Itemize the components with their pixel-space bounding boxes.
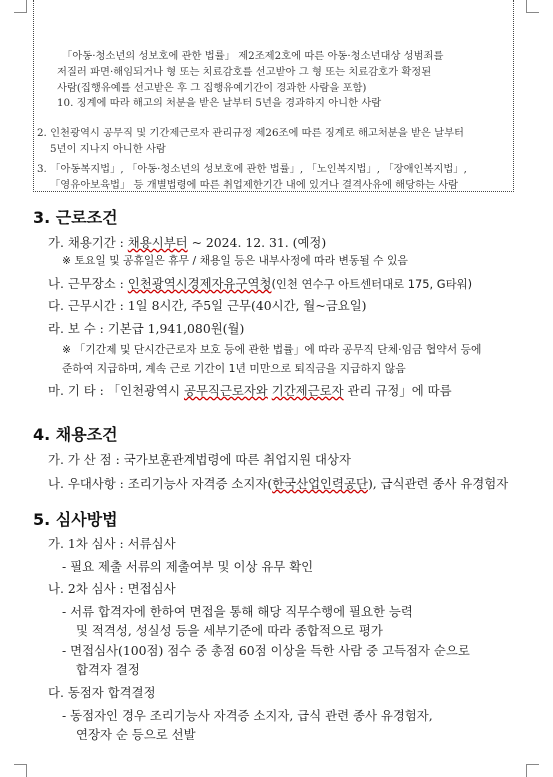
tie-decision-label: 다. 동점자 합격결정 xyxy=(48,685,156,700)
period-row xyxy=(48,233,326,251)
qual-line: 2. 인천광역시 공무직 및 기간제근로자 관리규정 제26조에 따른 징계로 해고처분을 받은 날부터 xyxy=(37,127,464,139)
qual-line: 저질러 파면·해임되거나 형 또는 치료감호를 선고받아 그 형 또는 치료감호가 확정된 xyxy=(57,66,432,78)
etc-value-u1: 공무직근로자와 xyxy=(183,383,268,398)
crop-mark-top-left xyxy=(14,0,27,13)
pay-label: 라. 보 수 : xyxy=(48,321,104,336)
etc-value-rest: 관리 규정」에 따름 xyxy=(343,383,452,398)
hours-label: 다. 근무시간 : xyxy=(48,298,124,313)
etc-row xyxy=(48,381,452,399)
period-note: ※ 토요일 및 공휴일은 휴무 / 채용일 등은 내부사정에 따라 변동될 수 있음 xyxy=(62,254,408,267)
preference-value-rest: ), 급식관련 종사 유경험자 xyxy=(367,476,509,491)
second-screening-item-2: - 면접심사(100점) 점수 중 총점 60점 이상을 득한 사람 중 고득점자 순으로 xyxy=(62,643,470,658)
crop-mark-top-right xyxy=(526,0,539,13)
tie-decision-item: - 동점자인 경우 조리기능사 자격증 소지자, 급식 관련 종사 유경험자, xyxy=(62,708,433,723)
section-title-hiring-conditions: 4. 채용조건 xyxy=(33,425,118,444)
second-screening-value: 면접심사 xyxy=(127,581,176,596)
first-screening-value: 서류심사 xyxy=(127,536,176,551)
qual-line: 5년이 지나지 아니한 사람 xyxy=(50,143,166,155)
etc-value-u2: 기간제근로자 xyxy=(271,383,344,398)
crop-mark-bottom-left xyxy=(14,764,27,777)
second-screening-item-1: - 서류 합격자에 한하여 면접을 통해 해당 직무수행에 필요한 능력 xyxy=(62,604,413,619)
period-value-end: ~ 2024. 12. 31. (예정) xyxy=(187,235,327,250)
first-screening-row xyxy=(48,534,176,552)
pay-note-line-1: ※ 「기간제 및 단시간근로자 보호 등에 관한 법률」에 따라 공무직 단체·임금 협약서 등에 xyxy=(62,343,482,356)
bonus-value: 국가보훈관계법령에 따른 취업지원 대상자 xyxy=(123,452,351,467)
preference-value-pre: 조리기능사 자격증 소지자( xyxy=(127,476,273,491)
hours-row xyxy=(48,296,367,314)
tie-decision-row xyxy=(48,683,156,701)
preference-value-org: 한국산업인력공단 xyxy=(272,476,368,491)
qual-line: 「영유아보육법」 등 개별법령에 따른 취업제한기간 내에 있거나 결격사유에 해당하는 사람 xyxy=(50,179,459,191)
pay-note-line-2: 준하여 지급하며, 계속 근로 기간이 1년 미만으로 퇴직금을 지급하지 않음 xyxy=(62,362,406,375)
etc-label: 마. 기 타 : xyxy=(48,383,104,398)
place-value-main: 인천광역시경제자유구역청 xyxy=(127,276,272,291)
section-title-working-conditions: 3. 근로조건 xyxy=(33,208,118,227)
preference-label: 나. 우대사항 : xyxy=(48,476,124,491)
period-value-start: 채용시부터 xyxy=(127,235,188,250)
second-screening-label: 나. 2차 심사 : xyxy=(48,581,124,596)
tie-decision-item-cont: 연장자 순 등으로 선발 xyxy=(76,727,196,742)
pay-value: 기본급 1,941,080원(월) xyxy=(107,321,245,336)
crop-mark-bottom-right xyxy=(526,764,539,777)
pay-row xyxy=(48,319,244,337)
period-label: 가. 채용기간 : xyxy=(48,235,124,250)
preference-row xyxy=(48,474,508,492)
second-screening-item-1-cont: 및 적격성, 성실성 등을 세부기준에 따라 종합적으로 평가 xyxy=(76,623,383,638)
bonus-label: 가. 가 산 점 : xyxy=(48,452,120,467)
first-screening-label: 가. 1차 심사 : xyxy=(48,536,124,551)
etc-value-pre: 「인천광역시 xyxy=(107,383,184,398)
hours-value: 1일 8시간, 주5일 근무(40시간, 월~금요일) xyxy=(127,298,367,313)
qual-line: 10. 징계에 따라 해고의 처분을 받은 날부터 5년을 경과하지 아니한 사람 xyxy=(57,97,382,109)
second-screening-row xyxy=(48,579,176,597)
place-label: 나. 근무장소 : xyxy=(48,276,124,291)
bonus-row xyxy=(48,450,351,468)
place-row xyxy=(48,274,472,292)
disqualification-box xyxy=(33,0,514,192)
place-value-address: (인천 연수구 아트센터대로 175, G타워) xyxy=(271,277,473,291)
qual-line: 「아동·청소년의 성보호에 관한 법률」 제2조제2호에 따른 아동·청소년대상 성범죄를 xyxy=(62,50,444,62)
first-screening-item: - 필요 제출 서류의 제출여부 및 이상 유무 확인 xyxy=(62,559,314,574)
second-screening-item-2-cont: 합격자 결정 xyxy=(76,662,140,677)
qual-line: 3. 「아동복지법」, 「아동·청소년의 성보호에 관한 법률」, 「노인복지법」, 「장애인복지법」, xyxy=(37,163,467,175)
section-title-screening-method: 5. 심사방법 xyxy=(33,510,118,529)
qual-line: 사람(집행유예를 선고받은 후 그 집행유예기간이 경과한 사람을 포함) xyxy=(57,82,367,94)
